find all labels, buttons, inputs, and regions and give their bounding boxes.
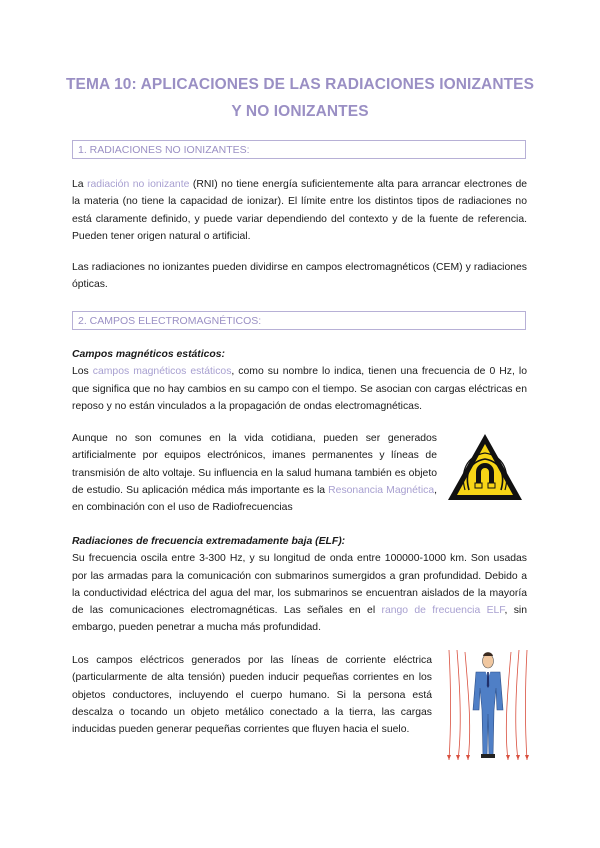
paragraph-elf-corrientes: Los campos eléctricos generados por las líneas de corriente eléctrica (particularmente de alta tensión) pueden inducir pequeñas corrientes en los objetos conductores, incluyendo el cuerpo humano. Si la persona está descalza o tocando un objeto metálico conectado a la tierra, las cargas inducidas pueden generar pequeñas corrientes que fluyen hacia el suelo. [72, 655, 432, 736]
paragraph-elf [72, 533, 527, 637]
text-fragment: La [72, 179, 88, 190]
text-fragment: , como su nombre lo indica, tienen una frecuencia de 0 Hz, lo que significa que no hay cambios en su campo con el tiempo. Se asocian con cargas eléctricas en reposo y no están vinculados a la propagación de ondas electromagnéticas. [72, 366, 528, 412]
paragraph-estaticos-aplicacion [72, 430, 437, 516]
subheading-elf: Radiaciones de frecuencia extremadamente baja (ELF): [72, 536, 346, 547]
section-heading-campos: 2. CAMPOS ELECTROMAGNÉTICOS: [72, 311, 526, 330]
highlight-radiacion-no-ionizante: radiación no ionizante [87, 179, 190, 190]
person-electric-field-illustration [446, 648, 530, 767]
section-heading-radiaciones: 1. RADIACIONES NO IONIZANTES: [72, 140, 526, 159]
text-fragment: Los [72, 366, 93, 378]
highlight-rango-elf: rango de frecuencia ELF [381, 605, 505, 617]
text-fragment: , en combinación con el uso de Radiofrecuencias [72, 484, 437, 514]
magnetic-field-warning-icon [446, 432, 524, 507]
paragraph-rni-definition [72, 176, 527, 245]
text-fragment: (RNI) no tiene energía suficientemente alta para arrancar electrones de la materia (no tiene la capacidad de ionizar). El límite entre los distintos tipos de radiaciones no está claramente definido, y puede variar dependiendo del contexto y de la fuente de referencia. Pueden tener origen natural o artificial. [72, 179, 527, 242]
paragraph-rni-division: Las radiaciones no ionizantes pueden dividirse en campos electromagnéticos (CEM) y radiaciones ópticas. [72, 262, 527, 291]
document-title-line1: TEMA 10: APLICACIONES DE LAS RADIACIONES IONIZANTES [65, 76, 535, 93]
subheading-estaticos: Campos magnéticos estáticos: [72, 349, 226, 360]
text-fragment: Aunque no son comunes en la vida cotidiana, pueden ser generados artificialmente por equipos electrónicos, imanes permanentes y líneas de transmisión de alto voltaje. Su influencia en la salud humana también es objeto de estudio. Su aplicación médica más importante es la [72, 433, 437, 496]
document-title-line2: Y NO IONIZANTES [231, 103, 369, 120]
text-fragment: , sin embargo, pueden penetrar a mucha más profundidad. [72, 605, 527, 634]
text-fragment: Su frecuencia oscila entre 3-300 Hz, y su longitud de onda entre 100000-1000 km. Son usadas por las armadas para la comunicación con submarinos sumergidos a gran profundidad. Debido a la conductividad eléctrica del agua del mar, los submarinos se encuentran aislados de la mayoría de las comunicaciones electromagnéticas. Las señales en el [72, 553, 527, 617]
highlight-campos-estaticos: campos magnéticos estáticos [92, 366, 232, 378]
highlight-resonancia-magnetica: Resonancia Magnética [328, 484, 435, 496]
paragraph-estaticos [72, 346, 527, 415]
